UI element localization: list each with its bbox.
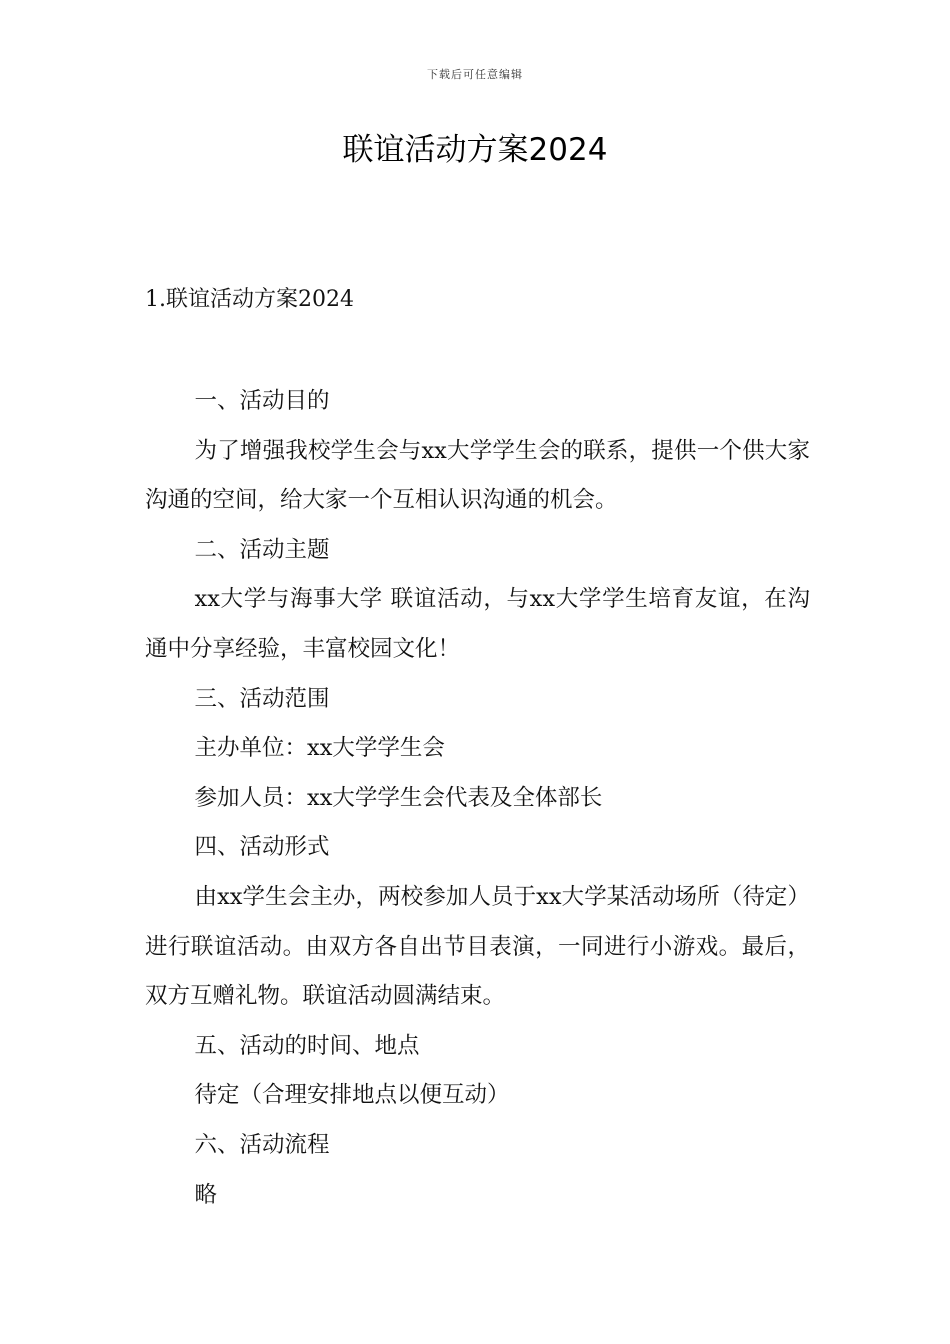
- heading-scope: 三、活动范围: [194, 685, 330, 712]
- paragraph-time-place: 待定（合理安排地点以便互动）: [194, 1082, 510, 1109]
- heading-format: 四、活动形式: [194, 834, 330, 861]
- heading-time-place: 五、活动的时间、地点: [194, 1032, 420, 1059]
- heading-process: 六、活动流程: [194, 1131, 330, 1158]
- paragraph-format: 由xx学生会主办，两校参加人员于xx大学某活动场所（待定）进行联谊活动。由双方各自出节目表演，一同进行小游戏。最后，双方互赠礼物。联谊活动圆满结束。: [145, 883, 810, 1010]
- paragraph-theme: xx大学与海事大学 联谊活动，与xx大学学生培育友谊，在沟通中分享经验，丰富校园文化！: [145, 586, 810, 662]
- header-note: 下载后可任意编辑: [427, 68, 523, 81]
- heading-theme: 二、活动主题: [194, 536, 330, 563]
- paragraph-participants: 参加人员：xx大学学生会代表及全体部长: [194, 784, 603, 811]
- paragraph-organizer: 主办单位：xx大学学生会: [194, 735, 445, 762]
- paragraph-purpose: 为了增强我校学生会与xx大学学生会的联系，提供一个供大家沟通的空间，给大家一个互相认识沟通的机会。: [145, 437, 810, 514]
- section-heading: 1.联谊活动方案2024: [145, 287, 354, 312]
- heading-purpose: 一、活动目的: [194, 388, 330, 414]
- paragraph-process: 略: [194, 1181, 218, 1208]
- document-body: [145, 377, 810, 1220]
- document-title: 联谊活动方案2024: [342, 132, 608, 168]
